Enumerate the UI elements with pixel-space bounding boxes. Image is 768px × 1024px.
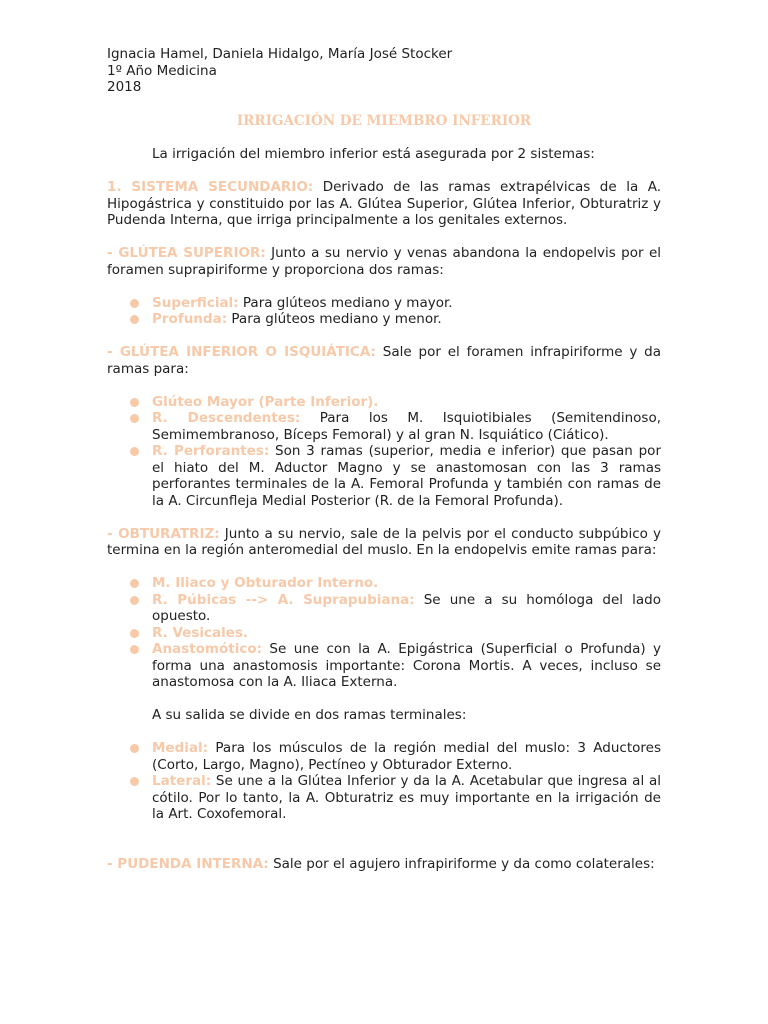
authors-line: Ignacia Hamel, Daniela Hidalgo, María José Stocker: [107, 46, 453, 62]
section-label: - PUDENDA INTERNA:: [107, 855, 269, 872]
section-text: Derivado de las ramas extrapélvicas de la A. Hipogástrica y constituido por las A. Glútea Superior, Glútea Inferior, Obturatriz y Pudenda Interna, que irriga principalmente a los genitales externos.: [107, 179, 662, 228]
bullet-icon: [130, 777, 139, 786]
item-label: R. Perforantes:: [152, 443, 270, 459]
glutea-superior-list: [107, 295, 661, 328]
pudenda-interna-paragraph: [107, 856, 661, 873]
item-text: Se une a la Glútea Inferior y da la A. Acetabular que ingresa al al cótilo. Por lo tanto, la A. Obturatriz es muy importante en la irrigación de la Art. Coxofemoral.: [152, 773, 661, 822]
obturatriz-list: [107, 575, 661, 691]
item-label: Profunda:: [152, 311, 228, 327]
bullet-icon: [130, 579, 139, 588]
bullet-icon: [130, 414, 139, 423]
item-text: Son 3 ramas (superior, media e inferior) que pasan por el hiato del M. Aductor Magno y se anastomosan con las 3 ramas perforantes terminales de la A. Femoral Profunda y también con ramas de la A. Circunfleja Medial Posterior (R. de la Femoral Profunda).: [152, 443, 661, 509]
list-item: [152, 394, 661, 411]
bullet-icon: [130, 596, 139, 605]
bullet-icon: [130, 645, 139, 654]
bullet-icon: [130, 744, 139, 753]
item-label: R. Púbicas --> A. Suprapubiana:: [152, 591, 415, 608]
list-item: [152, 311, 661, 328]
item-label: Glúteo Mayor (Parte Inferior).: [152, 393, 379, 410]
list-item: [152, 410, 661, 443]
section-label: - GLÚTEA INFERIOR O ISQUIÁTICA:: [107, 344, 376, 360]
bullet-icon: [130, 447, 139, 456]
section-text: Sale por el agujero infrapiriforme y da como colaterales:: [268, 855, 655, 872]
section-text: Junto a su nervio, sale de la pelvis por el conducto subpúbico y termina en la región anteromedial del muslo. En la endopelvis emite ramas para:: [107, 525, 661, 558]
item-label: Superficial:: [152, 294, 239, 311]
item-text: Para glúteos mediano y mayor.: [238, 294, 453, 311]
item-label: M. Iliaco y Obturador Interno.: [152, 575, 379, 591]
list-item: [152, 740, 661, 773]
item-text: Se une a su homóloga del lado opuesto.: [152, 591, 661, 624]
item-text: Se une con la A. Epigástrica (Superficial o Profunda) y forma una anastomosis importante: Corona Mortis. A veces, incluso se anastomosa con la A. Iliaca Externa.: [152, 641, 661, 690]
item-text: Para los músculos de la región medial del muslo: 3 Aductores (Corto, Largo, Magno), Pectíneo y Obturador Externo.: [152, 740, 661, 773]
obturatriz-paragraph: [107, 526, 661, 559]
section-label: - OBTURATRIZ:: [107, 525, 220, 542]
list-item: [152, 592, 661, 625]
list-item: [152, 625, 661, 642]
sistema-secundario-paragraph: [107, 179, 661, 229]
list-item: [152, 773, 661, 823]
bullet-icon: [130, 398, 139, 407]
salida-paragraph: A su salida se divide en dos ramas terminales:: [152, 707, 467, 723]
section-text: Junto a su nervio y venas abandona la endopelvis por el foramen suprapiriforme y proporciona dos ramas:: [107, 245, 661, 278]
terminales-list: [107, 740, 661, 823]
glutea-inferior-list: [107, 394, 661, 510]
bullet-icon: [130, 299, 139, 308]
document-title: IRRIGACIÓN DE MIEMBRO INFERIOR: [236, 112, 532, 129]
bullet-icon: [130, 629, 139, 638]
document-page: [107, 46, 661, 872]
item-label: Lateral:: [152, 773, 212, 789]
glutea-superior-paragraph: [107, 245, 661, 278]
list-item: [152, 295, 661, 312]
item-label: Medial:: [152, 740, 209, 756]
list-item: [152, 443, 661, 509]
section-text: Sale por el foramen infrapiriforme y da ramas para:: [107, 344, 661, 377]
course-line: 1º Año Medicina: [107, 62, 217, 79]
item-label: R. Descendentes:: [152, 410, 301, 426]
list-item: [152, 575, 661, 592]
bullet-icon: [130, 315, 139, 324]
intro-paragraph: La irrigación del miembro inferior está asegurada por 2 sistemas:: [152, 146, 595, 162]
year-line: 2018: [107, 79, 142, 95]
glutea-inferior-paragraph: [107, 344, 661, 377]
list-item: [152, 641, 661, 691]
item-text: Para glúteos mediano y menor.: [227, 311, 442, 327]
section-label: - GLÚTEA SUPERIOR:: [107, 245, 266, 261]
section-label: 1. SISTEMA SECUNDARIO:: [107, 179, 314, 195]
item-label: Anastomótico:: [152, 641, 263, 657]
item-label: R. Vesicales.: [152, 624, 249, 641]
item-text: Para los M. Isquiotibiales (Semitendinoso, Semimembranoso, Bíceps Femoral) y al gran N. Isquiático (Ciático).: [152, 410, 661, 443]
